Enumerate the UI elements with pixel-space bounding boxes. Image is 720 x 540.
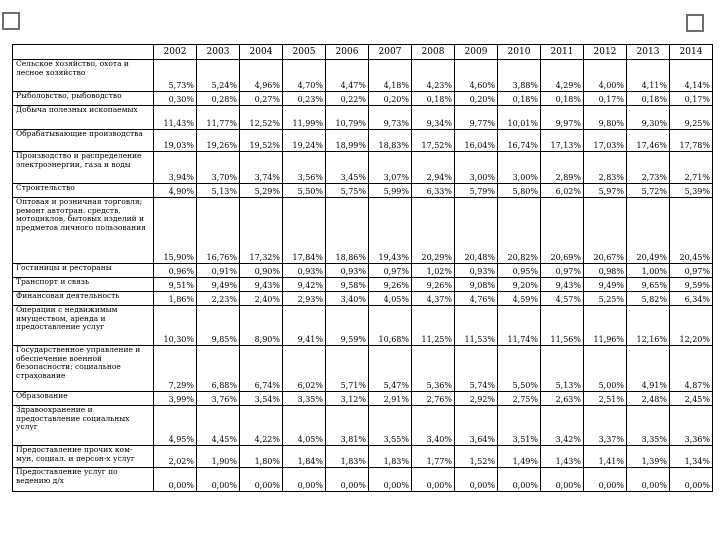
- row-label: Операции с недвижимым имуществом, аренда и предоставление услуг: [13, 306, 154, 346]
- value-cell: 0,00%: [670, 468, 713, 492]
- year-header-2009: 2009: [455, 45, 498, 60]
- table-row: [13, 278, 713, 292]
- value-cell: 8,90%: [240, 306, 283, 346]
- value-cell: 0,93%: [283, 264, 326, 278]
- value-cell: 0,20%: [369, 92, 412, 106]
- value-cell: 0,97%: [670, 264, 713, 278]
- value-cell: 3,12%: [326, 392, 369, 406]
- value-cell: 4,90%: [154, 184, 197, 198]
- value-cell: 20,69%: [541, 198, 584, 264]
- value-cell: 1,49%: [498, 446, 541, 468]
- value-cell: 19,52%: [240, 130, 283, 152]
- value-cell: 20,49%: [627, 198, 670, 264]
- row-label: Финансовая деятельность: [13, 292, 154, 306]
- value-cell: 1,83%: [369, 446, 412, 468]
- value-cell: 3,37%: [584, 406, 627, 446]
- value-cell: 3,55%: [369, 406, 412, 446]
- slide-bullet-square-left-icon: [2, 12, 20, 30]
- table-row: [13, 292, 713, 306]
- value-cell: 6,88%: [197, 346, 240, 392]
- value-cell: 0,90%: [240, 264, 283, 278]
- value-cell: 1,84%: [283, 446, 326, 468]
- value-cell: 9,97%: [541, 106, 584, 130]
- value-cell: 20,48%: [455, 198, 498, 264]
- value-cell: 5,50%: [498, 346, 541, 392]
- value-cell: 0,96%: [154, 264, 197, 278]
- value-cell: 18,83%: [369, 130, 412, 152]
- value-cell: 0,97%: [369, 264, 412, 278]
- value-cell: 3,40%: [412, 406, 455, 446]
- value-cell: 5,29%: [240, 184, 283, 198]
- value-cell: 4,22%: [240, 406, 283, 446]
- value-cell: 5,82%: [627, 292, 670, 306]
- value-cell: 5,80%: [498, 184, 541, 198]
- value-cell: 3,35%: [283, 392, 326, 406]
- table-row: [13, 152, 713, 184]
- value-cell: 5,50%: [283, 184, 326, 198]
- value-cell: 5,24%: [197, 60, 240, 92]
- value-cell: 6,33%: [412, 184, 455, 198]
- value-cell: 5,79%: [455, 184, 498, 198]
- value-cell: 9,43%: [240, 278, 283, 292]
- value-cell: 6,02%: [283, 346, 326, 392]
- value-cell: 9,34%: [412, 106, 455, 130]
- value-cell: 4,14%: [670, 60, 713, 92]
- year-header-2012: 2012: [584, 45, 627, 60]
- value-cell: 17,46%: [627, 130, 670, 152]
- value-cell: 2,48%: [627, 392, 670, 406]
- table-header-row: [13, 45, 713, 60]
- value-cell: 5,13%: [541, 346, 584, 392]
- value-cell: 0,18%: [541, 92, 584, 106]
- value-cell: 1,34%: [670, 446, 713, 468]
- value-cell: 5,72%: [627, 184, 670, 198]
- year-header-2013: 2013: [627, 45, 670, 60]
- value-cell: 0,00%: [154, 468, 197, 492]
- value-cell: 0,93%: [455, 264, 498, 278]
- value-cell: 4,59%: [498, 292, 541, 306]
- value-cell: 4,45%: [197, 406, 240, 446]
- value-cell: 20,82%: [498, 198, 541, 264]
- value-cell: 4,60%: [455, 60, 498, 92]
- value-cell: 5,25%: [584, 292, 627, 306]
- value-cell: 0,17%: [670, 92, 713, 106]
- value-cell: 6,34%: [670, 292, 713, 306]
- table-row: [13, 306, 713, 346]
- value-cell: 19,26%: [197, 130, 240, 152]
- value-cell: 20,67%: [584, 198, 627, 264]
- value-cell: 5,47%: [369, 346, 412, 392]
- value-cell: 2,75%: [498, 392, 541, 406]
- value-cell: 20,29%: [412, 198, 455, 264]
- table-row: [13, 406, 713, 446]
- value-cell: 0,27%: [240, 92, 283, 106]
- table-row: [13, 264, 713, 278]
- table-row: [13, 446, 713, 468]
- value-cell: 10,30%: [154, 306, 197, 346]
- row-label: Сельское хозяйство, охота и лесное хозяйство: [13, 60, 154, 92]
- value-cell: 4,05%: [283, 406, 326, 446]
- value-cell: 4,11%: [627, 60, 670, 92]
- table-row: [13, 392, 713, 406]
- value-cell: 2,89%: [541, 152, 584, 184]
- value-cell: 0,97%: [541, 264, 584, 278]
- value-cell: 17,13%: [541, 130, 584, 152]
- table-row: [13, 130, 713, 152]
- value-cell: 2,91%: [369, 392, 412, 406]
- value-cell: 4,95%: [154, 406, 197, 446]
- value-cell: 1,43%: [541, 446, 584, 468]
- value-cell: 3,99%: [154, 392, 197, 406]
- value-cell: 2,51%: [584, 392, 627, 406]
- row-label: Рыболовство, рыбоводство: [13, 92, 154, 106]
- table-row: [13, 106, 713, 130]
- value-cell: 18,99%: [326, 130, 369, 152]
- value-cell: 1,41%: [584, 446, 627, 468]
- year-header-2006: 2006: [326, 45, 369, 60]
- value-cell: 4,18%: [369, 60, 412, 92]
- value-cell: 0,00%: [541, 468, 584, 492]
- table-body: [13, 60, 713, 492]
- value-cell: 2,02%: [154, 446, 197, 468]
- value-cell: 11,74%: [498, 306, 541, 346]
- row-label: Предоставление услуг по ведению д/х: [13, 468, 154, 492]
- value-cell: 3,42%: [541, 406, 584, 446]
- value-cell: 2,45%: [670, 392, 713, 406]
- value-cell: 3,36%: [670, 406, 713, 446]
- value-cell: 9,08%: [455, 278, 498, 292]
- value-cell: 0,22%: [326, 92, 369, 106]
- value-cell: 2,76%: [412, 392, 455, 406]
- value-cell: 9,26%: [369, 278, 412, 292]
- value-cell: 0,98%: [584, 264, 627, 278]
- year-header-2008: 2008: [412, 45, 455, 60]
- value-cell: 0,00%: [283, 468, 326, 492]
- value-cell: 20,45%: [670, 198, 713, 264]
- value-cell: 5,73%: [154, 60, 197, 92]
- value-cell: 3,76%: [197, 392, 240, 406]
- value-cell: 5,39%: [670, 184, 713, 198]
- value-cell: 17,03%: [584, 130, 627, 152]
- value-cell: 5,97%: [584, 184, 627, 198]
- value-cell: 12,20%: [670, 306, 713, 346]
- value-cell: 0,91%: [197, 264, 240, 278]
- value-cell: 0,00%: [584, 468, 627, 492]
- value-cell: 4,05%: [369, 292, 412, 306]
- value-cell: 16,04%: [455, 130, 498, 152]
- value-cell: 0,18%: [412, 92, 455, 106]
- value-cell: 1,39%: [627, 446, 670, 468]
- value-cell: 4,70%: [283, 60, 326, 92]
- value-cell: 0,23%: [283, 92, 326, 106]
- row-label: Строительство: [13, 184, 154, 198]
- value-cell: 5,71%: [326, 346, 369, 392]
- header-corner-cell: [13, 45, 154, 60]
- row-label: Гостиницы и рестораны: [13, 264, 154, 278]
- value-cell: 11,96%: [584, 306, 627, 346]
- value-cell: 3,94%: [154, 152, 197, 184]
- value-cell: 2,63%: [541, 392, 584, 406]
- value-cell: 4,47%: [326, 60, 369, 92]
- value-cell: 9,51%: [154, 278, 197, 292]
- value-cell: 11,99%: [283, 106, 326, 130]
- value-cell: 4,76%: [455, 292, 498, 306]
- value-cell: 7,29%: [154, 346, 197, 392]
- value-cell: 5,74%: [455, 346, 498, 392]
- year-header-2004: 2004: [240, 45, 283, 60]
- value-cell: 5,36%: [412, 346, 455, 392]
- value-cell: 2,94%: [412, 152, 455, 184]
- row-label: Оптовая и розничная торговля; ремонт автотран. средств, мотоциклов, бытовых изделий и предметов личного пользования: [13, 198, 154, 264]
- value-cell: 9,20%: [498, 278, 541, 292]
- value-cell: 9,59%: [670, 278, 713, 292]
- value-cell: 4,91%: [627, 346, 670, 392]
- value-cell: 11,77%: [197, 106, 240, 130]
- value-cell: 3,56%: [283, 152, 326, 184]
- table-row: [13, 60, 713, 92]
- value-cell: 6,74%: [240, 346, 283, 392]
- value-cell: 3,70%: [197, 152, 240, 184]
- value-cell: 16,76%: [197, 198, 240, 264]
- value-cell: 0,93%: [326, 264, 369, 278]
- value-cell: 0,00%: [240, 468, 283, 492]
- value-cell: 0,00%: [197, 468, 240, 492]
- value-cell: 9,65%: [627, 278, 670, 292]
- table-row: [13, 198, 713, 264]
- value-cell: 9,73%: [369, 106, 412, 130]
- value-cell: 5,75%: [326, 184, 369, 198]
- value-cell: 9,85%: [197, 306, 240, 346]
- year-header-2011: 2011: [541, 45, 584, 60]
- value-cell: 3,45%: [326, 152, 369, 184]
- value-cell: 0,00%: [498, 468, 541, 492]
- slide-bullet-square-right-icon: [686, 14, 704, 32]
- value-cell: 15,90%: [154, 198, 197, 264]
- value-cell: 9,25%: [670, 106, 713, 130]
- table-row: [13, 468, 713, 492]
- year-header-2010: 2010: [498, 45, 541, 60]
- value-cell: 9,26%: [412, 278, 455, 292]
- value-cell: 9,30%: [627, 106, 670, 130]
- value-cell: 17,32%: [240, 198, 283, 264]
- value-cell: 0,20%: [455, 92, 498, 106]
- value-cell: 0,00%: [455, 468, 498, 492]
- table-row: [13, 346, 713, 392]
- value-cell: 4,23%: [412, 60, 455, 92]
- value-cell: 1,00%: [627, 264, 670, 278]
- value-cell: 5,13%: [197, 184, 240, 198]
- value-cell: 10,79%: [326, 106, 369, 130]
- year-header-2002: 2002: [154, 45, 197, 60]
- year-header-2005: 2005: [283, 45, 326, 60]
- value-cell: 10,01%: [498, 106, 541, 130]
- value-cell: 3,88%: [498, 60, 541, 92]
- value-cell: 2,73%: [627, 152, 670, 184]
- value-cell: 3,54%: [240, 392, 283, 406]
- value-cell: 11,53%: [455, 306, 498, 346]
- value-cell: 0,95%: [498, 264, 541, 278]
- value-cell: 9,59%: [326, 306, 369, 346]
- value-cell: 17,78%: [670, 130, 713, 152]
- value-cell: 11,25%: [412, 306, 455, 346]
- value-cell: 2,71%: [670, 152, 713, 184]
- value-cell: 11,56%: [541, 306, 584, 346]
- value-cell: 2,83%: [584, 152, 627, 184]
- value-cell: 2,93%: [283, 292, 326, 306]
- value-cell: 0,00%: [412, 468, 455, 492]
- value-cell: 0,18%: [498, 92, 541, 106]
- table-row: [13, 184, 713, 198]
- value-cell: 10,68%: [369, 306, 412, 346]
- value-cell: 17,52%: [412, 130, 455, 152]
- value-cell: 0,00%: [369, 468, 412, 492]
- value-cell: 12,16%: [627, 306, 670, 346]
- row-label: Здравоохранение и предоставление социальных услуг: [13, 406, 154, 446]
- gdp-structure-table: [12, 44, 713, 492]
- value-cell: 0,00%: [326, 468, 369, 492]
- value-cell: 19,43%: [369, 198, 412, 264]
- value-cell: 4,96%: [240, 60, 283, 92]
- value-cell: 1,90%: [197, 446, 240, 468]
- value-cell: 9,80%: [584, 106, 627, 130]
- value-cell: 9,49%: [197, 278, 240, 292]
- value-cell: 0,30%: [154, 92, 197, 106]
- value-cell: 18,86%: [326, 198, 369, 264]
- value-cell: 1,86%: [154, 292, 197, 306]
- value-cell: 2,40%: [240, 292, 283, 306]
- value-cell: 6,02%: [541, 184, 584, 198]
- value-cell: 5,99%: [369, 184, 412, 198]
- value-cell: 12,52%: [240, 106, 283, 130]
- value-cell: 1,02%: [412, 264, 455, 278]
- value-cell: 4,87%: [670, 346, 713, 392]
- value-cell: 5,00%: [584, 346, 627, 392]
- value-cell: 4,57%: [541, 292, 584, 306]
- value-cell: 0,18%: [627, 92, 670, 106]
- value-cell: 0,00%: [627, 468, 670, 492]
- value-cell: 11,43%: [154, 106, 197, 130]
- value-cell: 3,40%: [326, 292, 369, 306]
- value-cell: 0,17%: [584, 92, 627, 106]
- value-cell: 2,92%: [455, 392, 498, 406]
- value-cell: 1,83%: [326, 446, 369, 468]
- value-cell: 1,80%: [240, 446, 283, 468]
- value-cell: 19,03%: [154, 130, 197, 152]
- value-cell: 9,41%: [283, 306, 326, 346]
- value-cell: 1,52%: [455, 446, 498, 468]
- row-label: Предоставление прочих ком-мун, социал. и персон-х услуг: [13, 446, 154, 468]
- value-cell: 9,49%: [584, 278, 627, 292]
- value-cell: 2,23%: [197, 292, 240, 306]
- value-cell: 9,77%: [455, 106, 498, 130]
- value-cell: 3,81%: [326, 406, 369, 446]
- value-cell: 19,24%: [283, 130, 326, 152]
- row-label: Добыча полезных ископаемых: [13, 106, 154, 130]
- value-cell: 9,42%: [283, 278, 326, 292]
- value-cell: 9,58%: [326, 278, 369, 292]
- row-label: Образование: [13, 392, 154, 406]
- value-cell: 3,74%: [240, 152, 283, 184]
- value-cell: 4,00%: [584, 60, 627, 92]
- value-cell: 3,51%: [498, 406, 541, 446]
- value-cell: 3,35%: [627, 406, 670, 446]
- value-cell: 4,37%: [412, 292, 455, 306]
- table-row: [13, 92, 713, 106]
- value-cell: 1,77%: [412, 446, 455, 468]
- value-cell: 9,43%: [541, 278, 584, 292]
- year-header-2003: 2003: [197, 45, 240, 60]
- value-cell: 4,29%: [541, 60, 584, 92]
- value-cell: 17,84%: [283, 198, 326, 264]
- value-cell: 0,28%: [197, 92, 240, 106]
- value-cell: 3,07%: [369, 152, 412, 184]
- value-cell: 3,00%: [498, 152, 541, 184]
- value-cell: 3,00%: [455, 152, 498, 184]
- value-cell: 3,64%: [455, 406, 498, 446]
- value-cell: 16,74%: [498, 130, 541, 152]
- row-label: Транспорт и связь: [13, 278, 154, 292]
- row-label: Государственное управление и обеспечение военной безопасности; социальное страхование: [13, 346, 154, 392]
- year-header-2007: 2007: [369, 45, 412, 60]
- year-header-2014: 2014: [670, 45, 713, 60]
- row-label: Обрабатывающие производства: [13, 130, 154, 152]
- row-label: Производство и распределение электроэнергии, газа и воды: [13, 152, 154, 184]
